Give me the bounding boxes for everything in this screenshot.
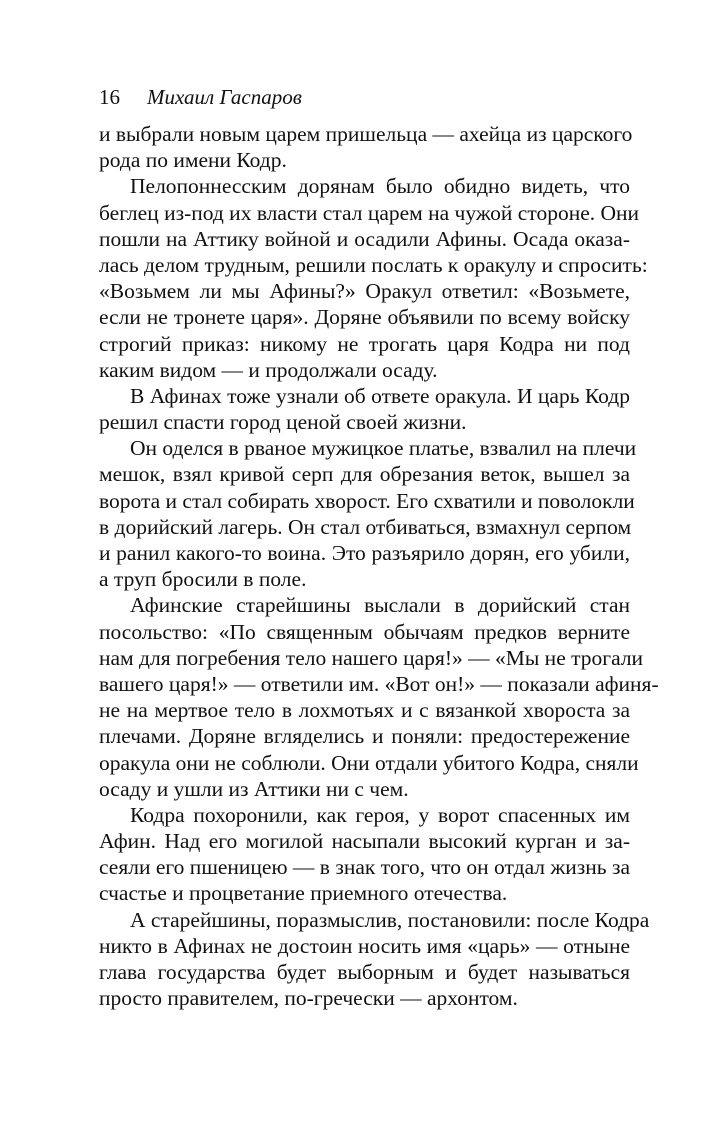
paragraph-first-line: Пелопоннесским дорянам было обидно видеть, что (130, 174, 630, 199)
running-head (99, 84, 302, 110)
paragraph-first-line: Кодра похоронили, как героя, у ворот спасенных им (130, 802, 630, 827)
paragraph-line: лась делом трудным, решили послать к оракулу и спросить: (99, 252, 648, 277)
paragraph-line: ворота и стал собирать хворост. Его схватили и поволокли (99, 488, 635, 513)
paragraph-line: глава государства будет выборным и будет называться (99, 960, 630, 984)
paragraph-line: беглец из-под их власти стал царем на чужой стороне. Они (99, 200, 640, 225)
paragraph-first-line: Афинские старейшины выслали в дорийский стан (130, 593, 630, 618)
paragraph-line: Афин. Над его могилой насыпали высокий курган и за- (99, 829, 630, 854)
paragraph-line: оракула они не соблюли. Они отдали убитого Кодра, сняли (99, 750, 639, 775)
body-text (99, 121, 659, 1011)
paragraph-line: каким видом — и продолжали осаду. (99, 357, 438, 382)
paragraph-line: а труп бросили в поле. (99, 567, 307, 592)
paragraph-line: «Возьмем ли мы Афины?» Оракул ответил: «Возьмете, (99, 279, 630, 304)
paragraph-line: осаду и ушли из Аттики ни с чем. (99, 776, 409, 801)
paragraph-line: решил спасти город ценой своей жизни. (99, 410, 467, 435)
paragraph-line: вашего царя!» — ответили им. «Вот он!» — показали афиня- (99, 671, 659, 696)
paragraph-line: пошли на Аттику войной и осадили Афины. Осада оказа- (99, 226, 630, 251)
paragraph-line: если не тронете царя». Доряне объявили по всему войску (99, 305, 630, 330)
paragraph-line: и ранил какого-то воина. Это разъярило дорян, его убили, (99, 541, 630, 565)
paragraph-line: нам для погребения тело нашего царя!» — «Мы не трогали (99, 645, 644, 670)
paragraph-first-line: В Афинах тоже узнали об ответе оракула. И царь Кодр (130, 383, 630, 408)
paragraph-line: мешок, взял кривой серп для обрезания веток, вышел за (99, 462, 630, 487)
paragraph-first-line: и выбрали новым царем пришельца — ахейца из царского (99, 122, 633, 146)
author-name: Михаил Гаспаров (147, 85, 302, 109)
paragraph-line: никто в Афинах не достоин носить имя «царь» — отныне (99, 933, 630, 958)
page-number: 16 (99, 85, 120, 109)
paragraph-line: посольство: «По священным обычаям предков верните (99, 619, 630, 644)
paragraph-line: строгий приказ: никому не трогать царя Кодра ни под (99, 331, 630, 356)
paragraph-line: просто правителем, по-гречески — архонтом. (99, 986, 518, 1011)
paragraph-line: плечами. Доряне вгляделись и поняли: предостережение (99, 724, 630, 749)
paragraph-line: в дорийский лагерь. Он стал отбиваться, взмахнул серпом (99, 514, 632, 539)
paragraph-first-line: Он оделся в рваное мужицкое платье, взвалил на плечи (130, 436, 637, 461)
paragraph-line: рода по имени Кодр. (99, 148, 287, 173)
paragraph-line: не на мертвое тело в лохмотьях и с вязанкой хвороста за (99, 698, 630, 723)
paragraph-line: счастье и процветание приемного отечества. (99, 881, 508, 906)
paragraph-line: сеяли его пшеницею — в знак того, что он отдал жизнь за (99, 855, 630, 880)
paragraph-first-line: А старейшины, поразмыслив, постановили: после Кодра (130, 907, 650, 932)
